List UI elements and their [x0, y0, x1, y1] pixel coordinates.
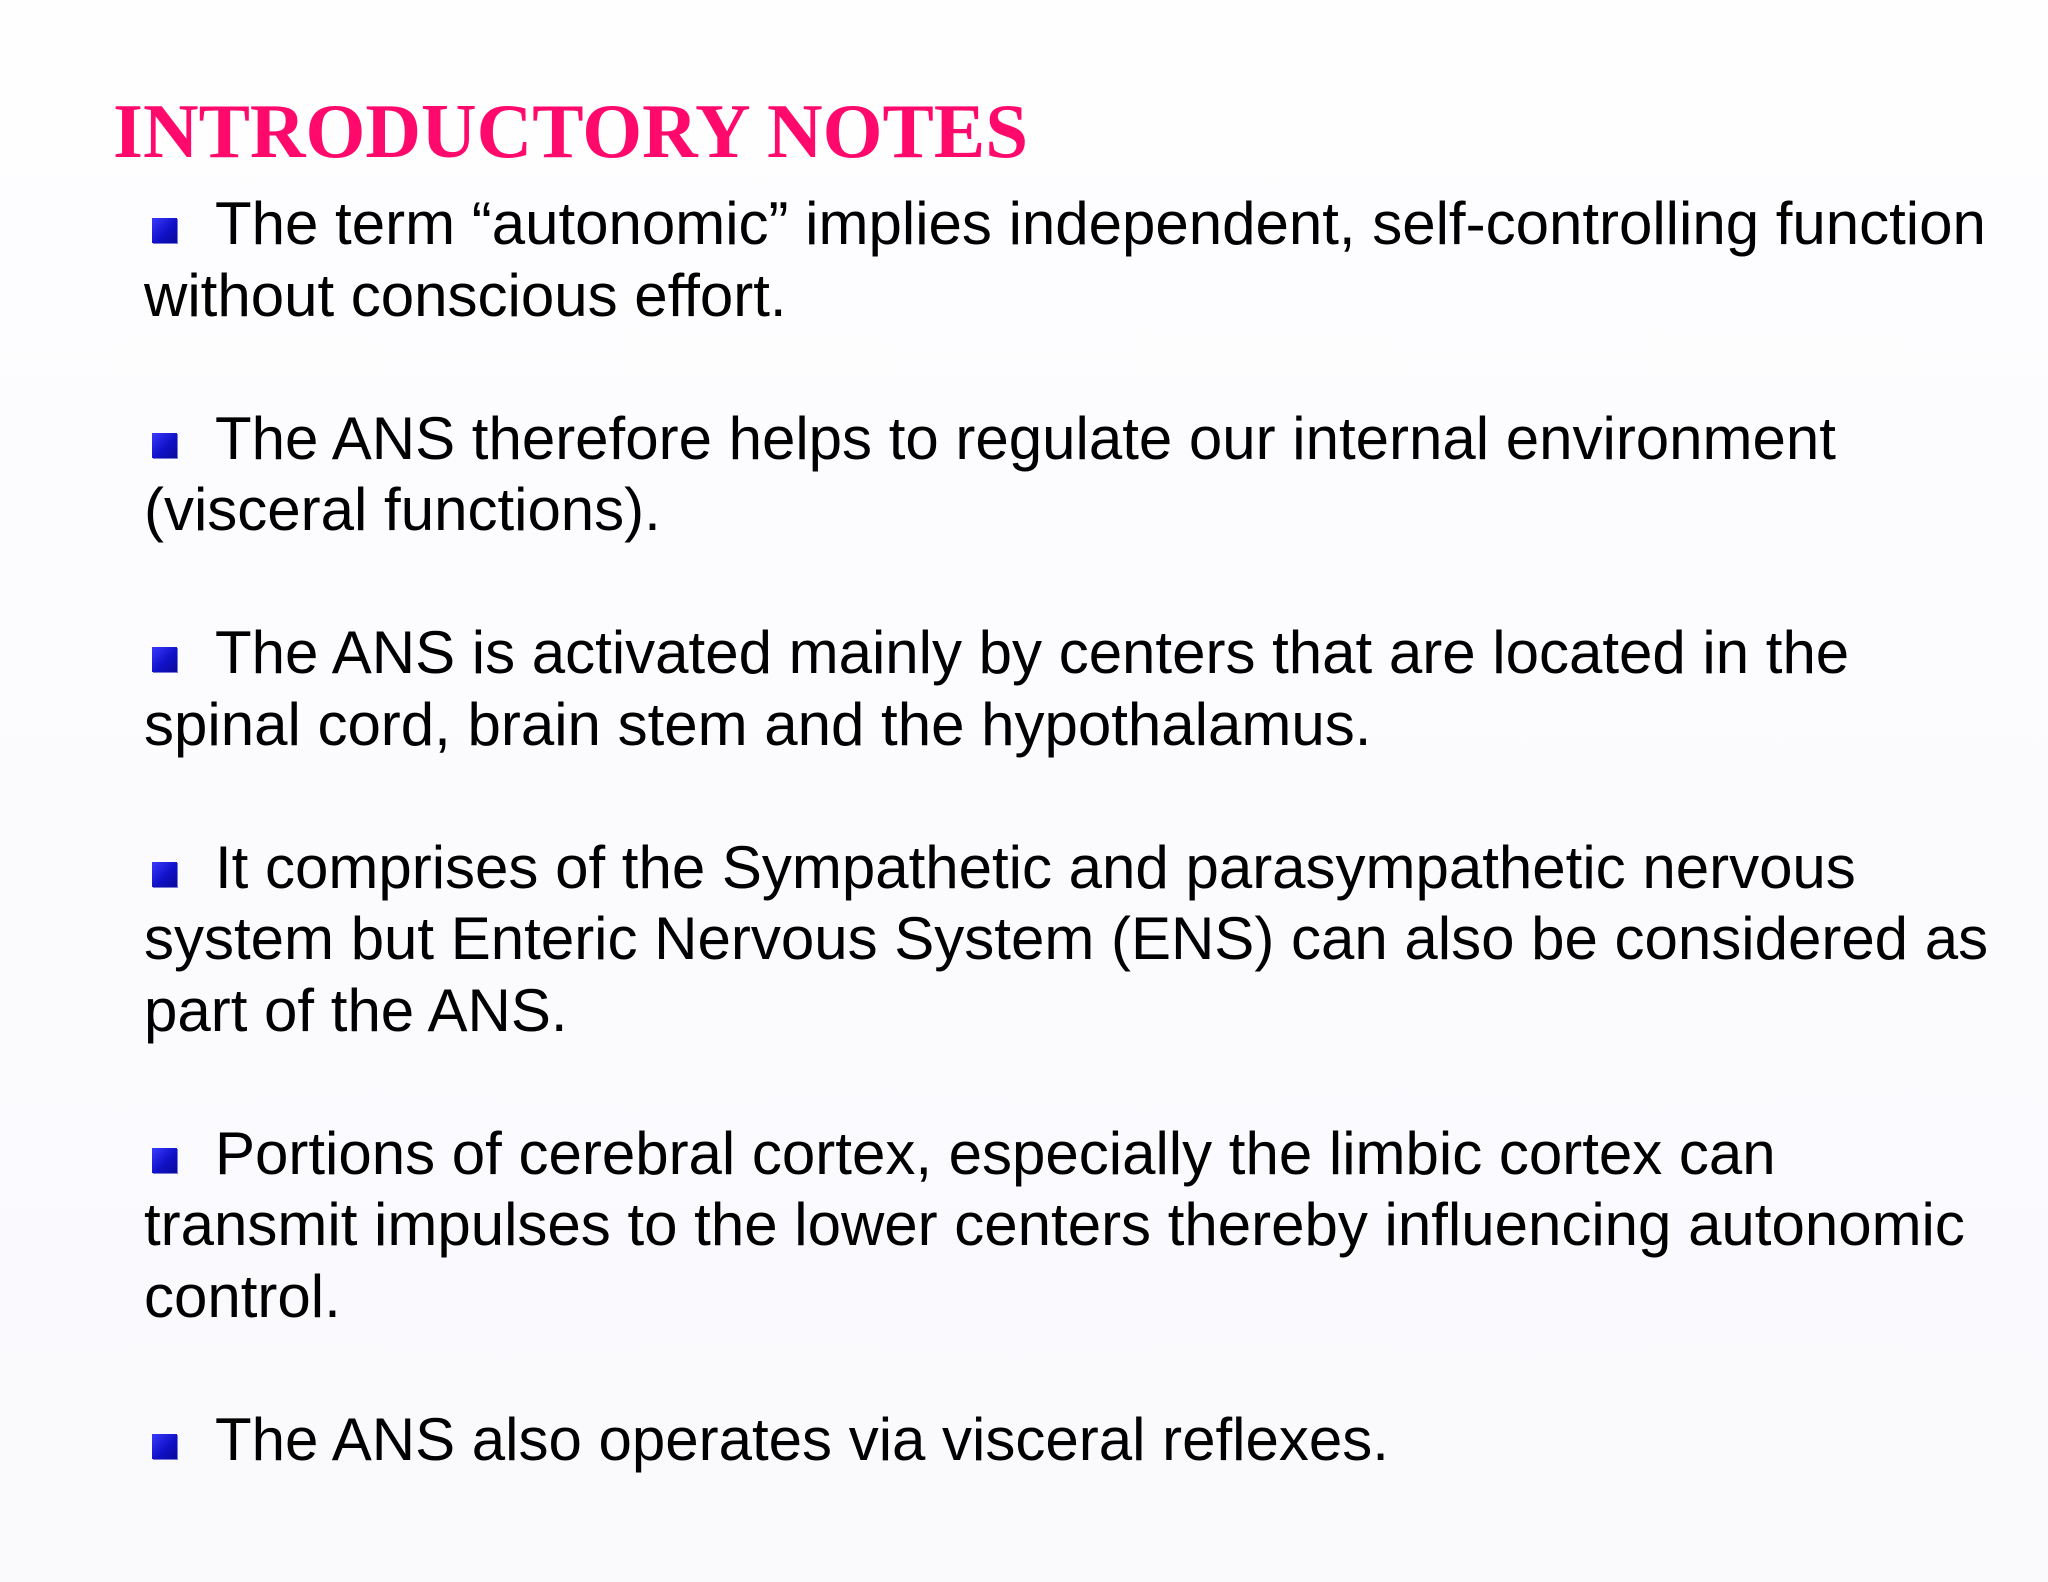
bullet-list: [144, 188, 2004, 1475]
bullet-item: [144, 403, 2004, 546]
bullet-item: [144, 617, 2004, 760]
bullet-text: The term “autonomic” implies independent, self-controlling function without conscious effort.: [144, 190, 1986, 329]
bullet-text: Portions of cerebral cortex, especially the limbic cortex can transmit impulses to the lower centers thereby influencing autonomic control.: [144, 1119, 1965, 1330]
bullet-item: [144, 1404, 2004, 1476]
bullet-text: The ANS is activated mainly by centers that are located in the spinal cord, brain stem and the hypothalamus.: [144, 619, 1850, 758]
square-bullet-icon: [152, 433, 177, 458]
square-bullet-icon: [152, 218, 177, 243]
square-bullet-icon: [152, 862, 177, 887]
square-bullet-icon: [152, 647, 177, 672]
square-bullet-icon: [152, 1148, 177, 1173]
bullet-item: [144, 188, 2004, 331]
bullet-item: [144, 832, 2004, 1047]
bullet-text: The ANS therefore helps to regulate our internal environment (visceral functions).: [144, 404, 1836, 543]
square-bullet-icon: [152, 1434, 177, 1459]
bullet-item: [144, 1118, 2004, 1333]
bullet-text: The ANS also operates via visceral reflexes.: [215, 1405, 1389, 1473]
bullet-text: It comprises of the Sympathetic and parasympathetic nervous system but Enteric Nervous System (ENS) can also be considered as part of the ANS.: [144, 833, 1989, 1044]
slide-title: INTRODUCTORY NOTES: [113, 88, 1029, 174]
